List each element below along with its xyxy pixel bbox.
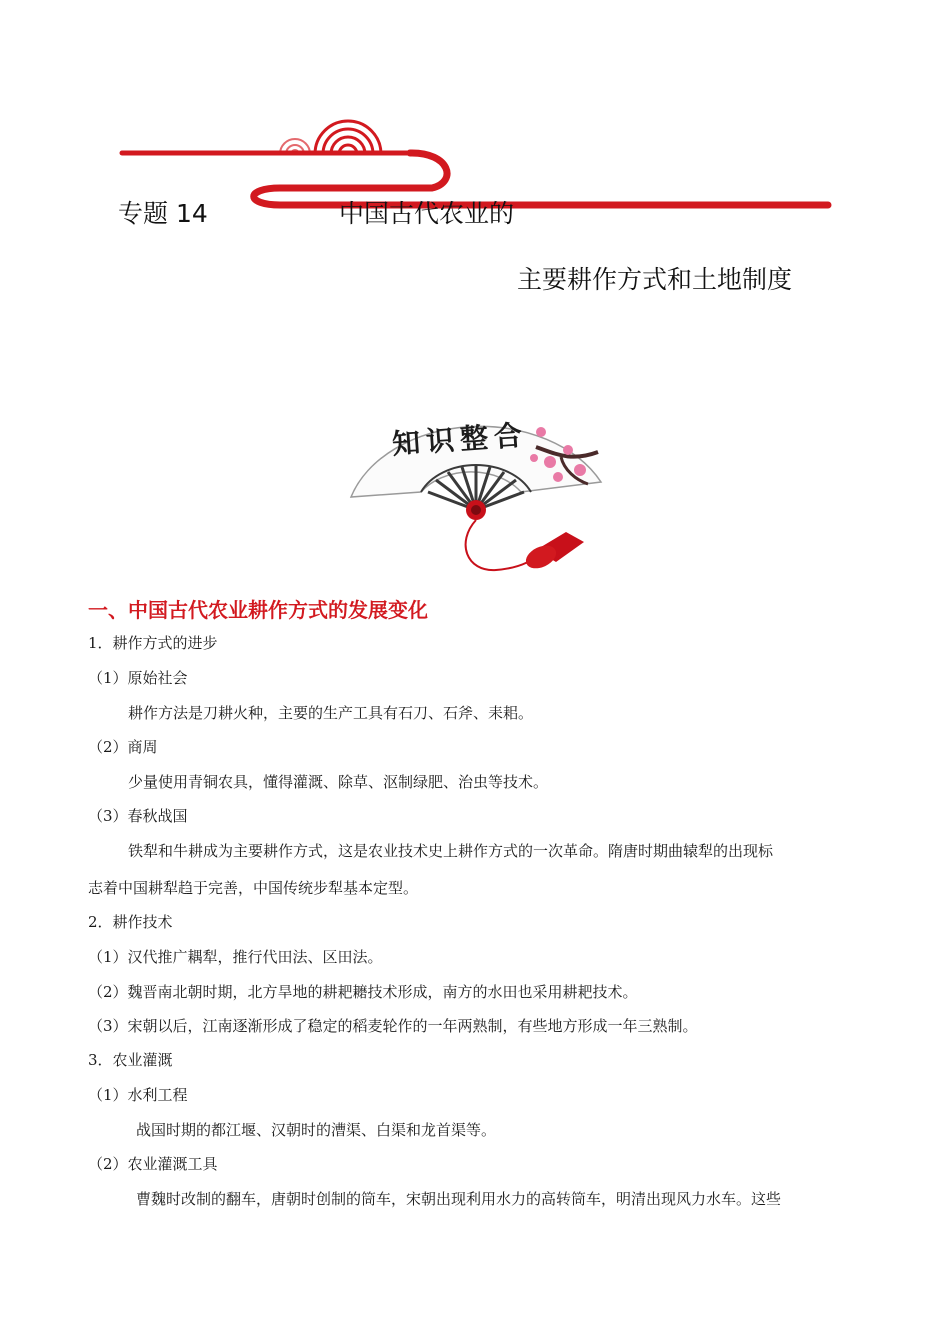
paragraph: 曹魏时改制的翻车，唐朝时创制的筒车，宋朝出现利用水力的高转筒车，明清出现风力水车。这些: [136, 1190, 782, 1208]
topic-number: 专题 14: [118, 199, 208, 228]
section-heading: 一、中国古代农业耕作方式的发展变化: [88, 598, 428, 622]
knowledge-badge-label: 知识整合: [391, 418, 530, 461]
list-item: （2）农业灌溉工具: [88, 1155, 218, 1173]
paragraph: 战国时期的都江堰、汉朝时的漕渠、白渠和龙首渠等。: [136, 1121, 497, 1139]
paragraph: 少量使用青铜农具，懂得灌溉、除草、沤制绿肥、治虫等技术。: [128, 773, 549, 791]
list-item: （1）汉代推广耦犁，推行代田法、区田法。: [88, 948, 383, 966]
list-item: （1）原始社会: [88, 669, 188, 687]
subheading-1: 1．耕作方式的进步: [88, 634, 218, 652]
paragraph: 铁犁和牛耕成为主要耕作方式，这是农业技术史上耕作方式的一次革命。隋唐时期曲辕犁的出现标: [128, 842, 774, 860]
paragraph: 耕作方法是刀耕火种，主要的生产工具有石刀、石斧、耒耜。: [128, 704, 534, 722]
page-title: 中国古代农业的: [339, 199, 515, 228]
list-item: （3）宋朝以后，江南逐渐形成了稳定的稻麦轮作的一年两熟制，有些地方形成一年三熟制。: [88, 1017, 698, 1035]
list-item: （2）魏晋南北朝时期，北方旱地的耕耙耱技术形成，南方的水田也采用耕耙技术。: [88, 983, 638, 1001]
page-subtitle: 主要耕作方式和土地制度: [517, 265, 793, 294]
paragraph: 志着中国耕犁趋于完善，中国传统步犁基本定型。: [88, 879, 419, 897]
list-item: （2）商周: [88, 738, 158, 756]
subheading-2: 2．耕作技术: [88, 913, 173, 931]
list-item: （3）春秋战国: [88, 807, 188, 825]
list-item: （1）水利工程: [88, 1086, 188, 1104]
subheading-3: 3．农业灌溉: [88, 1051, 173, 1069]
